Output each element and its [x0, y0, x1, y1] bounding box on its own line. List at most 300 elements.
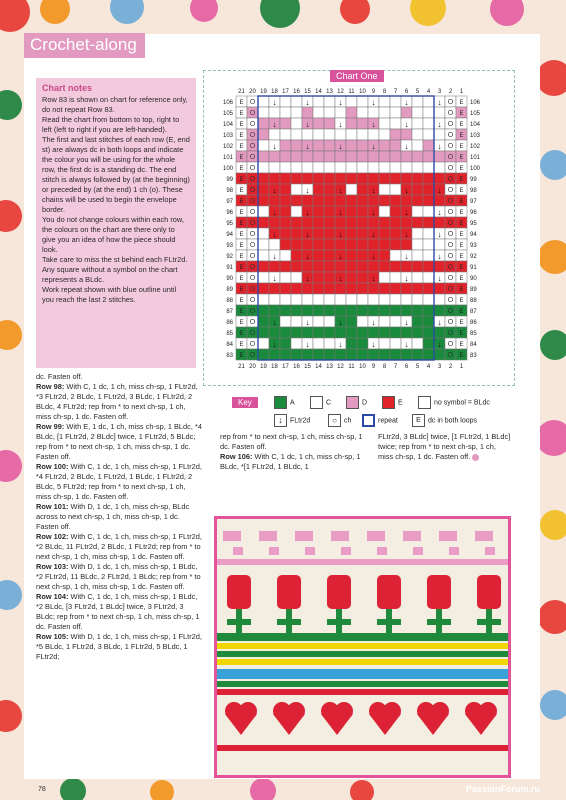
- col-number: 7: [393, 89, 398, 95]
- chart-cell: [434, 195, 445, 206]
- chart-cell: [401, 162, 412, 173]
- chart-cell: [324, 118, 335, 129]
- chart-cell: [379, 107, 390, 118]
- chart-cell: [280, 107, 291, 118]
- chart-cell: [302, 173, 313, 184]
- chart-cell: [423, 129, 434, 140]
- chart-cell: [291, 283, 302, 294]
- chart-cell: [445, 195, 456, 206]
- chart-title: Chart One: [330, 70, 384, 82]
- fltr2d-mark: ↓: [404, 274, 409, 283]
- row-number: 90: [226, 276, 233, 282]
- fltr2d-mark: ↓: [272, 274, 277, 283]
- chart-cell: [324, 107, 335, 118]
- end-stitch-mark: E: [239, 177, 244, 183]
- chart-cell: [346, 129, 357, 140]
- chart-cell: [313, 184, 324, 195]
- chart-cell: [291, 206, 302, 217]
- chart-cell: [346, 162, 357, 173]
- fltr2d-mark: ↓: [371, 208, 376, 217]
- chart-cell: [379, 272, 390, 283]
- tulip-leaf: [342, 619, 351, 625]
- chart-cell: [247, 96, 258, 107]
- chart-cell: [412, 272, 423, 283]
- tulip-leaf: [492, 619, 501, 625]
- chart-cell: [390, 294, 401, 305]
- chart-cell: [445, 305, 456, 316]
- chart-cell: [379, 239, 390, 250]
- chart-cell: [247, 107, 258, 118]
- chart-cell: [368, 294, 379, 305]
- chart-cell: [412, 228, 423, 239]
- chart-cell: [258, 118, 269, 129]
- chart-cell: [324, 272, 335, 283]
- chart-cell: [313, 195, 324, 206]
- end-stitch-mark: E: [239, 254, 244, 260]
- chart-cell: [423, 173, 434, 184]
- tulip-stem: [286, 609, 292, 633]
- chart-cell: [401, 173, 412, 184]
- end-stitch-mark: E: [239, 232, 244, 238]
- end-stitch-mark: E: [459, 133, 464, 139]
- chart-cell: [280, 250, 291, 261]
- end-stitch-mark: E: [459, 177, 464, 183]
- chart-cell: [368, 162, 379, 173]
- chart-cell: [269, 151, 280, 162]
- row-number: 83: [470, 353, 477, 359]
- chart-cell: [291, 195, 302, 206]
- chart-cell: [412, 140, 423, 151]
- chart-cell: [269, 217, 280, 228]
- chart-cell: [357, 96, 368, 107]
- col-number: 9: [371, 364, 376, 370]
- row-number: 102: [470, 144, 481, 150]
- chart-cell: [412, 151, 423, 162]
- end-stitch-mark: E: [239, 155, 244, 161]
- chart-cell: [390, 261, 401, 272]
- col-number: 14: [315, 364, 322, 370]
- tulip-stem: [236, 609, 242, 633]
- row-number: 92: [226, 254, 233, 260]
- chart-cell: [313, 129, 324, 140]
- chart-cell: [379, 151, 390, 162]
- tulip-flower: [377, 575, 401, 609]
- col-number: 20: [249, 364, 256, 370]
- row-number: 94: [470, 232, 477, 238]
- chart-cell: [401, 217, 412, 228]
- instructions-column-right: [378, 432, 512, 462]
- end-stitch-mark: E: [459, 199, 464, 205]
- col-number: 3: [437, 89, 442, 95]
- chart-cell: [302, 195, 313, 206]
- fltr2d-mark: ↓: [338, 208, 343, 217]
- col-number: 15: [304, 89, 311, 95]
- col-number: 16: [293, 364, 300, 370]
- chart-cell: [434, 151, 445, 162]
- chart-cell: [401, 239, 412, 250]
- chart-cell: [258, 206, 269, 217]
- chart-cell: [302, 162, 313, 173]
- chart-cell: [313, 173, 324, 184]
- chart-cell: [346, 228, 357, 239]
- fltr2d-mark: ↓: [272, 208, 277, 217]
- chart-cell: [280, 228, 291, 239]
- pink-motif: [223, 531, 241, 541]
- chart-cell: [302, 349, 313, 360]
- chart-cell: [280, 305, 291, 316]
- chart-cell: [291, 184, 302, 195]
- chart-cell: [247, 140, 258, 151]
- chart-key: [232, 392, 512, 432]
- flower-decoration: [0, 200, 22, 232]
- yarn-band: [217, 681, 508, 687]
- chart-cell: [346, 327, 357, 338]
- pink-motif: [233, 547, 243, 555]
- row-number: 105: [470, 111, 481, 117]
- chart-cell: [390, 327, 401, 338]
- flower-decoration: [540, 510, 566, 540]
- fltr2d-mark: ↓: [404, 186, 409, 195]
- fltr2d-mark: ↓: [437, 98, 442, 107]
- chart-cell: [368, 107, 379, 118]
- fltr2d-mark: ↓: [338, 252, 343, 261]
- col-number: 21: [238, 89, 245, 95]
- chart-cell: [313, 162, 324, 173]
- flower-decoration: [350, 780, 374, 800]
- chart-cell: [258, 250, 269, 261]
- chart-cell: [258, 107, 269, 118]
- col-number: 2: [448, 89, 453, 95]
- chart-cell: [434, 283, 445, 294]
- chart-cell: [313, 294, 324, 305]
- chart-cell: [346, 118, 357, 129]
- chart-cell: [313, 228, 324, 239]
- col-number: 2: [448, 364, 453, 370]
- chart-cell: [368, 239, 379, 250]
- yarn-band: [217, 755, 508, 775]
- chart-cell: [313, 305, 324, 316]
- end-stitch-mark: E: [459, 309, 464, 315]
- chart-cell: [291, 250, 302, 261]
- chart-cell: [346, 140, 357, 151]
- chart-cell: [313, 239, 324, 250]
- col-number: 6: [404, 364, 409, 370]
- chart-cell: [412, 349, 423, 360]
- chart-cell: [412, 217, 423, 228]
- chart-cell: [335, 173, 346, 184]
- row-number: 100: [222, 166, 233, 172]
- chart-cell: [445, 250, 456, 261]
- end-stitch-mark: E: [459, 210, 464, 216]
- col-number: 4: [426, 364, 431, 370]
- chart-cell: [423, 228, 434, 239]
- chart-cell: [335, 217, 346, 228]
- chart-cell: [258, 217, 269, 228]
- chart-cell: [357, 129, 368, 140]
- chart-cell: [247, 316, 258, 327]
- chart-cell: [445, 118, 456, 129]
- chart-cell: [280, 140, 291, 151]
- chart-cell: [390, 272, 401, 283]
- flower-decoration: [540, 150, 566, 180]
- chart-cell: [434, 327, 445, 338]
- chart-cell: [324, 316, 335, 327]
- chart-notes-box: [36, 78, 196, 368]
- chart-cell: [335, 283, 346, 294]
- chart-cell: [258, 162, 269, 173]
- chart-cell: [324, 162, 335, 173]
- chart-cell: [335, 239, 346, 250]
- row-number: 104: [470, 122, 481, 128]
- chart-cell: [324, 140, 335, 151]
- col-number: 17: [282, 364, 289, 370]
- end-stitch-mark: E: [459, 188, 464, 194]
- chart-cell: [258, 239, 269, 250]
- notes-line: Work repeat shown with blue outline until you reach the last 2 stitches.: [42, 285, 177, 304]
- chart-cell: [412, 261, 423, 272]
- flower-decoration: [150, 780, 174, 800]
- chart-cell: [324, 206, 335, 217]
- chart-cell: [346, 173, 357, 184]
- chart-cell: [445, 162, 456, 173]
- row-number: 104: [222, 122, 233, 128]
- row-number: 89: [226, 287, 233, 293]
- chart-cell: [368, 283, 379, 294]
- chart-cell: [302, 151, 313, 162]
- chart-cell: [324, 283, 335, 294]
- chart-cell: [412, 162, 423, 173]
- chart-cell: [379, 173, 390, 184]
- notes-line: Any square without a symbol on the chart represents a BLdc.: [42, 265, 178, 284]
- end-stitch-mark: E: [459, 100, 464, 106]
- fltr2d-mark: ↓: [371, 318, 376, 327]
- page-number: 78: [38, 786, 46, 793]
- row-number: 93: [470, 243, 477, 249]
- chart-cell: [258, 140, 269, 151]
- end-stitch-mark: E: [239, 287, 244, 293]
- end-stitch-mark: E: [239, 111, 244, 117]
- tulip-leaf: [377, 619, 386, 625]
- chart-cell: [291, 338, 302, 349]
- tulip-stem: [386, 609, 392, 633]
- chart-cell: [346, 184, 357, 195]
- chart-cell: [280, 184, 291, 195]
- chart-cell: [357, 118, 368, 129]
- chart-cell: [390, 118, 401, 129]
- fltr2d-mark: ↓: [305, 120, 310, 129]
- chart-cell: [269, 195, 280, 206]
- legend-item-a: A: [274, 396, 295, 409]
- chart-cell: [302, 107, 313, 118]
- chart-cell: [313, 272, 324, 283]
- chart-cell: [412, 239, 423, 250]
- col-number: 12: [337, 89, 344, 95]
- chart-cell: [445, 140, 456, 151]
- chart-cell: [412, 206, 423, 217]
- row-instruction: Row 103: With D, 1 dc, 1 ch, miss ch-sp, 1 BLdc, *2 FLtr2d, 11 BLdc, 2 FLtr2d, 1 BLdc; rep from * to next ch-sp, 1 ch, miss ch-sp, 1 dc. Fasten off.: [36, 562, 201, 591]
- chart-cell: [324, 294, 335, 305]
- chart-cell: [357, 206, 368, 217]
- tulip-stem: [336, 609, 342, 633]
- chart-cell: [247, 118, 258, 129]
- chart-cell: [445, 327, 456, 338]
- chart-cell: [269, 239, 280, 250]
- row-number: 89: [470, 287, 477, 293]
- tulip-leaf: [292, 619, 301, 625]
- chart-cell: [423, 217, 434, 228]
- end-stitch-mark: E: [239, 342, 244, 348]
- end-stitch-mark: E: [459, 144, 464, 150]
- fltr2d-mark: ↓: [371, 120, 376, 129]
- chart-cell: [291, 107, 302, 118]
- flower-decoration: [250, 778, 276, 800]
- instructions-column-left: [36, 372, 202, 662]
- fltr2d-mark: ↓: [272, 142, 277, 151]
- tulip-leaf: [427, 619, 436, 625]
- tulip-leaf: [227, 619, 236, 625]
- row-instruction: dc. Fasten off.: [36, 372, 83, 381]
- row-number: 85: [226, 331, 233, 337]
- pink-motif: [305, 547, 315, 555]
- col-number: 11: [348, 364, 355, 370]
- chart-cell: [412, 250, 423, 261]
- chart-cell: [368, 195, 379, 206]
- chart-cell: [302, 294, 313, 305]
- tulip-flower: [327, 575, 351, 609]
- notes-heading: Chart notes: [42, 83, 93, 93]
- legend-dc-both: E dc in both loops: [412, 414, 477, 427]
- chart-cell: [423, 294, 434, 305]
- chart-cell: [291, 217, 302, 228]
- chart-cell: [368, 327, 379, 338]
- chart-cell: [390, 338, 401, 349]
- fltr2d-mark: ↓: [305, 318, 310, 327]
- chart-cell: [269, 173, 280, 184]
- chart-cell: [247, 283, 258, 294]
- chart-cell: [335, 261, 346, 272]
- legend-item-c: C: [310, 396, 331, 409]
- chart-cell: [412, 129, 423, 140]
- chart-cell: [346, 217, 357, 228]
- chart-cell: [247, 239, 258, 250]
- yarn-band: [217, 633, 508, 641]
- legend-item-e: E: [382, 396, 403, 409]
- row-number: 85: [470, 331, 477, 337]
- end-dot-icon: [472, 454, 479, 461]
- chart-cell: [368, 261, 379, 272]
- chart-cell: [313, 151, 324, 162]
- chart-cell: [412, 195, 423, 206]
- crochet-chart: [222, 84, 512, 384]
- col-number: 9: [371, 89, 376, 95]
- row-number: 94: [226, 232, 233, 238]
- col-number: 17: [282, 89, 289, 95]
- col-number: 5: [415, 364, 420, 370]
- chart-cell: [357, 173, 368, 184]
- col-number: 14: [315, 89, 322, 95]
- fltr2d-mark: ↓: [272, 318, 277, 327]
- end-stitch-mark: E: [239, 133, 244, 139]
- chart-cell: [269, 283, 280, 294]
- chart-cell: [401, 305, 412, 316]
- chart-cell: [324, 195, 335, 206]
- row-number: 103: [222, 133, 233, 139]
- fltr2d-mark: ↓: [437, 340, 442, 349]
- chart-cell: [335, 129, 346, 140]
- fltr2d-mark: ↓: [371, 142, 376, 151]
- fltr2d-mark: ↓: [404, 98, 409, 107]
- fltr2d-mark: ↓: [371, 252, 376, 261]
- chart-cell: [423, 261, 434, 272]
- chart-cell: [357, 162, 368, 173]
- fltr2d-mark: ↓: [272, 340, 277, 349]
- chart-cell: [291, 349, 302, 360]
- legend-fltr2d: ↓ FLtr2d: [274, 414, 310, 427]
- row-number: 96: [226, 210, 233, 216]
- row-number: 106: [222, 100, 233, 106]
- chart-cell: [324, 129, 335, 140]
- chart-cell: [247, 162, 258, 173]
- chart-cell: [379, 327, 390, 338]
- crochet-swatch-photo: [214, 516, 511, 778]
- chart-cell: [291, 316, 302, 327]
- chart-cell: [291, 327, 302, 338]
- chart-cell: [313, 349, 324, 360]
- chart-cell: [313, 261, 324, 272]
- flower-decoration: [190, 0, 218, 22]
- flower-decoration: [260, 0, 300, 28]
- chart-cell: [346, 261, 357, 272]
- chart-cell: [379, 206, 390, 217]
- end-stitch-mark: E: [459, 276, 464, 282]
- col-number: 15: [304, 364, 311, 370]
- end-stitch-mark: E: [239, 144, 244, 150]
- fltr2d-mark: ↓: [437, 274, 442, 283]
- chart-cell: [368, 349, 379, 360]
- pink-motif: [439, 531, 457, 541]
- tulip-leaf: [442, 619, 451, 625]
- end-stitch-mark: E: [459, 166, 464, 172]
- col-number: 6: [404, 89, 409, 95]
- notes-line: Read the chart from bottom to top, right to left (left to right if you are left-handed).: [42, 115, 180, 134]
- flower-decoration: [540, 330, 566, 360]
- end-stitch-mark: E: [239, 122, 244, 128]
- col-number: 19: [260, 364, 267, 370]
- col-number: 20: [249, 89, 256, 95]
- chart-cell: [269, 129, 280, 140]
- chart-cell: [291, 261, 302, 272]
- tulip-flower: [227, 575, 251, 609]
- chart-cell: [258, 305, 269, 316]
- flower-decoration: [110, 0, 144, 24]
- fltr2d-mark: ↓: [404, 252, 409, 261]
- chart-cell: [291, 239, 302, 250]
- chart-cell: [324, 96, 335, 107]
- row-number: 101: [470, 155, 481, 161]
- chart-cell: [280, 118, 291, 129]
- chart-cell: [291, 305, 302, 316]
- fltr2d-mark: ↓: [371, 340, 376, 349]
- chart-cell: [280, 195, 291, 206]
- chart-cell: [412, 294, 423, 305]
- row-number: 99: [226, 177, 233, 183]
- chart-cell: [302, 239, 313, 250]
- chart-cell: [335, 327, 346, 338]
- chart-cell: [445, 107, 456, 118]
- chart-cell: [379, 140, 390, 151]
- chart-cell: [412, 118, 423, 129]
- fltr2d-mark: ↓: [305, 208, 310, 217]
